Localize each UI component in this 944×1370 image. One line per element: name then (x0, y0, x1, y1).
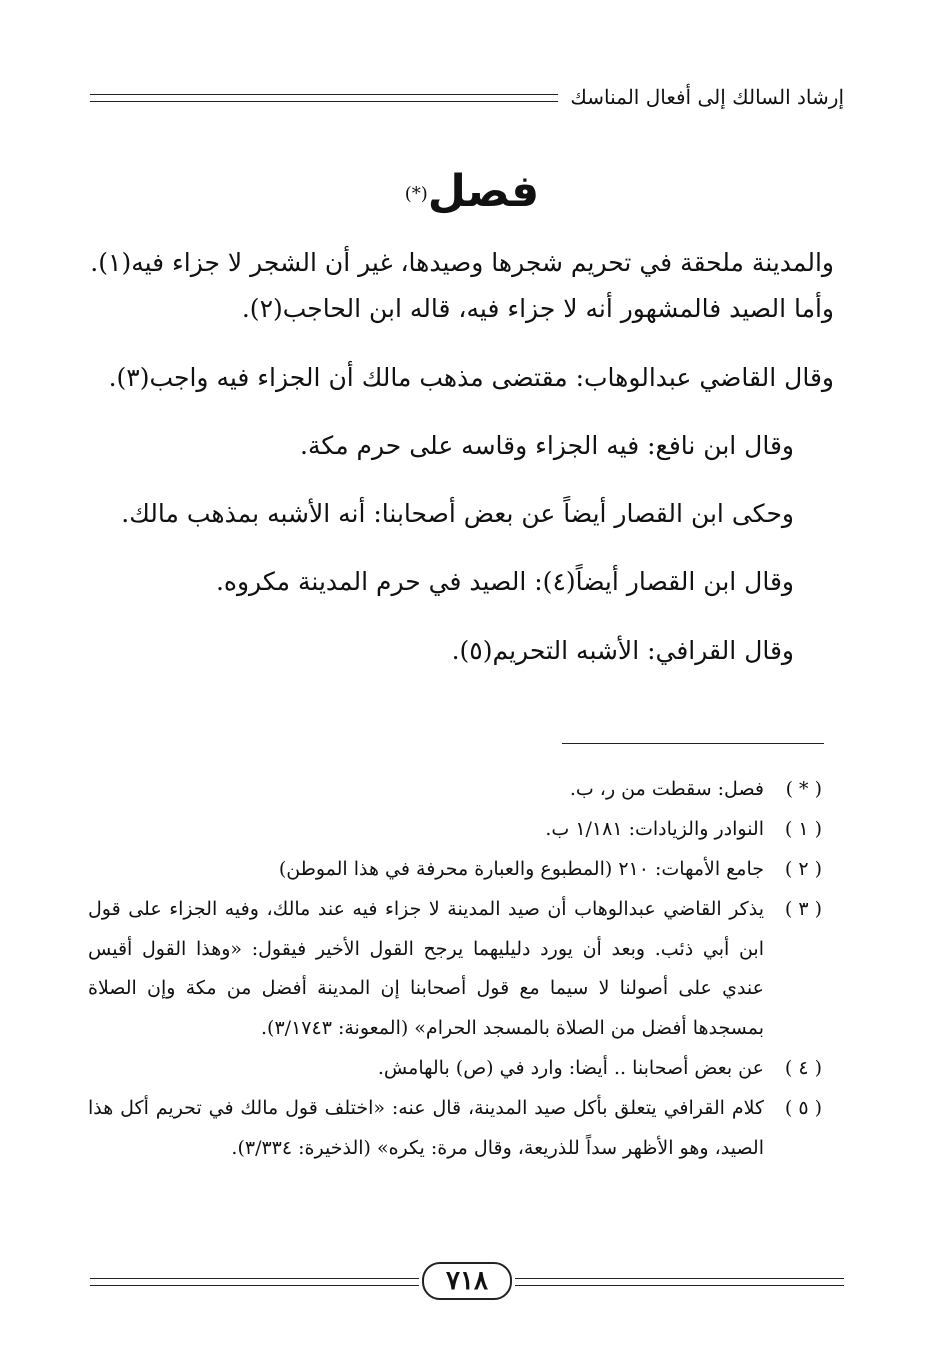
paragraph: وقال القرافي: الأشبه التحريم(٥). (451, 635, 794, 665)
footnote (88, 770, 826, 810)
main-text (90, 240, 834, 674)
page-footer (90, 1262, 844, 1302)
footnote-text: جامع الأمهات: ٢١٠ (المطبوع والعبارة محرفة في هذا الموطن) (278, 857, 764, 880)
header-double-rule (90, 94, 558, 102)
footnote-number: ( ٥ ) (784, 1097, 822, 1120)
footnote-number: ( ١ ) (784, 817, 822, 840)
paragraph: وقال ابن نافع: فيه الجزاء وقاسه على حرم مكة. (300, 430, 794, 460)
footnote (88, 850, 826, 890)
footnote-number: ( ٢ ) (784, 857, 822, 880)
footnote (88, 1089, 826, 1169)
footnote-separator (562, 743, 824, 744)
footnote-text: النوادر والزيادات: ١/١٨١ ب. (545, 817, 764, 840)
paragraph: وقال القاضي عبدالوهاب: مقتضى مذهب مالك أن الجزاء فيه واجب(٣). (108, 362, 834, 392)
footnote (88, 810, 826, 850)
footer-rule-right (515, 1278, 844, 1286)
paragraph: والمدينة ملحقة في تحريم شجرها وصيدها، غير أن الشجر لا جزاء فيه(١). وأما الصيد فالمشهور أنه لا جزاء فيه، قاله ابن الحاجب(٢). (90, 248, 834, 324)
footnote-text: يذكر القاضي عبدالوهاب أن صيد المدينة لا جزاء فيه عند مالك، وفيه الجزاء على قول ابن أبي ذئب. وبعد أن يورد دليليهما يرجح القول الأخير فيقول: «وهذا القول أقيس عندي على أصولنا لا سيما مع قول أصحابنا إن المدينة أفضل من مكة وإن الصلاة بمسجدها أفضل من الصلاة بالمسجد الحرام» (المعونة: ٣/١٧٤٣). (88, 897, 764, 1040)
page-number: ٧١٨ (422, 1262, 512, 1300)
footnote (88, 890, 826, 1050)
footnotes (88, 770, 826, 1169)
footnote (88, 1049, 826, 1089)
footnote-text: كلام القرافي يتعلق بأكل صيد المدينة، قال عنه: «اختلف قول مالك في تحريم أكل هذا الصيد، وهو الأظهر سداً للذريعة، وقال مرة: يكره» (الذخيرة: ٣/٣٣٤). (88, 1097, 764, 1160)
chapter-title: فصل (427, 166, 540, 217)
footnote-text: فصل: سقطت من ر، ب. (569, 778, 764, 800)
chapter-heading (0, 166, 944, 217)
footnote-number: ( * ) (785, 778, 822, 800)
footer-rule-left (90, 1278, 419, 1286)
running-header (90, 80, 844, 114)
footnote-number: ( ٣ ) (784, 897, 822, 920)
paragraph: وقال ابن القصار أيضاً(٤): الصيد في حرم المدينة مكروه. (215, 567, 794, 597)
footnote-number: ( ٤ ) (784, 1057, 822, 1080)
paragraph: وحكى ابن القصار أيضاً عن بعض أصحابنا: أنه الأشبه بمذهب مالك. (121, 499, 794, 528)
footnote-text: عن بعض أصحابنا .. أيضا: وارد في (ص) بالهامش. (377, 1057, 764, 1080)
book-title: إرشاد السالك إلى أفعال المناسك (570, 85, 844, 109)
chapter-footnote-mark: (*) (404, 183, 428, 205)
